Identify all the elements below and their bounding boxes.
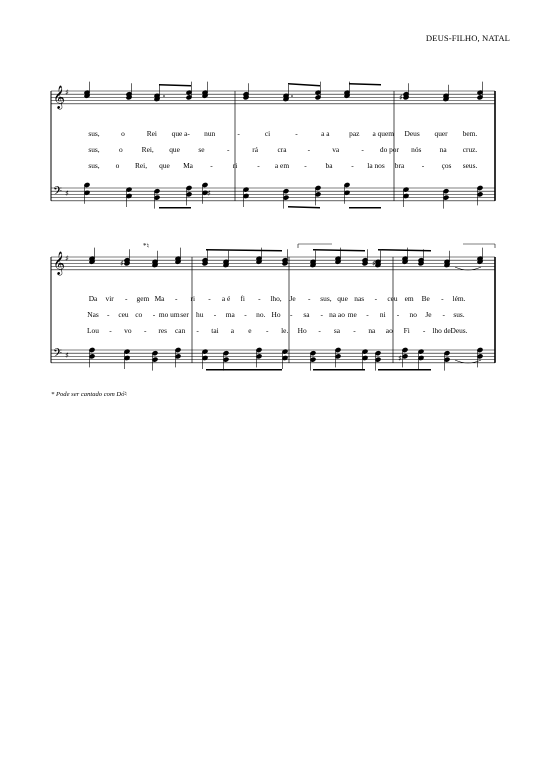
lyric-syllable: - [441, 294, 444, 303]
beam [378, 369, 431, 371]
lyric-syllable: - [208, 294, 211, 303]
beam [313, 249, 365, 252]
sharp-sign: ♯ [398, 354, 402, 363]
lyric-syllable: co [135, 310, 143, 319]
lyric-syllable: - [125, 294, 128, 303]
treble-clef: 𝄞 [53, 84, 65, 109]
lyric-syllable: - [422, 326, 426, 335]
lyric-syllable: lho, [270, 294, 282, 303]
lyric-syllable: Rei, [141, 145, 154, 154]
bass-clef: 𝄢 [53, 185, 63, 201]
lyric-syllable: - [366, 310, 369, 319]
lyric-syllable: que a- [171, 129, 190, 138]
lyric-syllable: bra [394, 161, 405, 170]
key-signature: ♯ [65, 254, 69, 263]
sharp-sign: ♯ [207, 189, 211, 198]
beam [288, 206, 320, 209]
lyric-syllable: ba [325, 161, 333, 170]
lyric-syllable: - [109, 326, 112, 335]
sharp-sign: ♯ [120, 259, 124, 268]
lyric-syllable: fi [240, 294, 245, 303]
lyric-syllable: sus. [453, 310, 465, 319]
lyric-syllable: - [107, 310, 110, 319]
beam [288, 83, 320, 87]
lyric-syllable: na ao [329, 310, 345, 319]
lyric-syllable: Ho [297, 326, 307, 335]
lyric-syllable: ri [190, 294, 196, 303]
lyric-syllable: Lou [87, 326, 99, 335]
lyric-syllable: - [295, 129, 298, 138]
beam [159, 84, 191, 87]
lyric-syllable: ceu [118, 310, 129, 319]
lyric-syllable: - [210, 161, 213, 170]
lyric-syllable: Be [421, 294, 430, 303]
lyric-syllable: ma [225, 310, 235, 319]
lyric-syllable: cra [277, 145, 287, 154]
lyric-syllable: - [318, 326, 321, 335]
lyric-syllable: que [159, 161, 170, 170]
lyric-syllable: na [368, 326, 376, 335]
beam [349, 207, 381, 209]
lyric-syllable: Rei, [134, 161, 148, 170]
lyric-syllable: na [439, 145, 447, 154]
lyric-syllable: a [230, 326, 235, 335]
lyric-syllable: no. [256, 310, 266, 319]
lyric-syllable: e [248, 326, 252, 335]
lyric-syllable: paz [349, 129, 360, 138]
variant-marker: *♮ [143, 242, 150, 250]
lyric-syllable: - [361, 145, 364, 154]
lyric-syllable: ci [264, 129, 271, 138]
page-header: DEUS-FILHO, NATAL [425, 33, 510, 43]
lyric-syllable: - [421, 161, 425, 170]
lyric-syllable: ser [180, 310, 189, 319]
lyric-syllable: - [353, 326, 356, 335]
lyric-syllable: vir [105, 294, 114, 303]
lyric-syllable: - [258, 294, 261, 303]
footnote: * Pode ser cantado com Dó♮ [51, 391, 127, 398]
lyric-syllable: sus, [88, 161, 100, 170]
lyric-syllable: nas [354, 294, 365, 303]
lyric-syllable: va [332, 145, 340, 154]
lyric-syllable: Je [289, 294, 296, 303]
lyric-syllable: - [307, 145, 311, 154]
lyric-syllable: a é [221, 294, 231, 303]
treble-clef: 𝄞 [53, 250, 65, 275]
beam [206, 369, 282, 371]
lyric-syllable: a a [321, 129, 330, 138]
lyric-syllable: ceu [387, 294, 398, 303]
lyric-syllable: - [196, 326, 199, 335]
lyric-syllable: - [144, 326, 147, 335]
lyric-syllable: o [115, 161, 120, 170]
bass-clef: 𝄢 [53, 347, 63, 363]
lyric-syllable: - [290, 310, 293, 319]
lyric-syllable: can [175, 326, 186, 335]
lyric-syllable: rá [252, 145, 259, 154]
lyric-syllable: que [337, 294, 348, 303]
lyric-syllable: lho de [432, 326, 451, 335]
lyric-syllable: Je [425, 310, 432, 319]
lyric-syllable: - [257, 161, 260, 170]
lyric-syllable: Da [88, 294, 98, 303]
sharp-sign: ♯ [399, 93, 403, 102]
beam [159, 207, 191, 209]
lyric-syllable: - [213, 310, 217, 319]
lyric-syllable: - [374, 294, 378, 303]
augmentation-dot [163, 95, 165, 97]
lyric-syllable: a quem [372, 129, 394, 138]
lyric-syllable: hu [196, 310, 204, 319]
lyric-syllable: sus, [320, 294, 332, 303]
lyric-syllable: lém. [452, 294, 466, 303]
lyric-syllable: bem. [462, 129, 478, 138]
lyric-syllable: que [169, 145, 180, 154]
lyric-syllable: Ho [271, 310, 281, 319]
lyric-syllable: la nos [367, 161, 385, 170]
beam [313, 369, 365, 371]
lyric-syllable: - [442, 310, 445, 319]
lyric-syllable: - [320, 310, 323, 319]
lyric-syllable: - [152, 310, 156, 319]
key-signature: ♯ [65, 189, 69, 198]
lyric-syllable: - [396, 310, 400, 319]
key-signature: ♯ [65, 88, 69, 97]
lyric-syllable: - [266, 326, 269, 335]
beam [378, 249, 431, 252]
beam [349, 83, 381, 86]
lyric-syllable: o [121, 129, 125, 138]
lyric-syllable: vo [124, 326, 132, 335]
lyric-syllable: tai [211, 326, 219, 335]
lyric-syllable: le. [281, 326, 289, 335]
lyric-syllable: Nas [87, 310, 99, 319]
lyric-syllable: Rei [146, 129, 157, 138]
lyric-syllable: seus. [462, 161, 478, 170]
lyric-syllable: a em [274, 161, 290, 170]
lyric-syllable: ri [232, 161, 238, 170]
lyric-syllable: nun [204, 129, 216, 138]
lyric-syllable: o [118, 145, 123, 154]
lyric-syllable: - [227, 145, 230, 154]
lyric-syllable: do por [379, 145, 399, 154]
lyric-syllable: nós [411, 145, 422, 154]
lyric-syllable: - [304, 161, 307, 170]
lyric-syllable: sus, [88, 129, 100, 138]
lyric-syllable: ao [385, 326, 393, 335]
lyric-syllable: - [308, 294, 311, 303]
lyric-syllable: Deus [404, 129, 420, 138]
key-signature: ♯ [65, 351, 69, 360]
lyric-syllable: ni [379, 310, 386, 319]
lyric-syllable: - [244, 310, 247, 319]
lyric-syllable: ços [441, 161, 452, 170]
lyric-syllable: - [174, 294, 178, 303]
sharp-sign: ♯ [372, 259, 376, 268]
lyric-syllable: me [347, 310, 357, 319]
lyric-syllable: Ma [183, 161, 193, 170]
lyric-syllable: Deus. [450, 326, 468, 335]
lyric-syllable: - [351, 161, 354, 170]
lyric-syllable: sa [303, 310, 310, 319]
lyric-syllable: se [198, 145, 205, 154]
beam [206, 249, 282, 252]
lyric-syllable: sa [333, 326, 341, 335]
lyric-syllable: Ma [154, 294, 165, 303]
lyric-syllable: quer [434, 129, 448, 138]
lyric-syllable: cruz. [462, 145, 478, 154]
lyric-syllable: mo um [158, 310, 180, 319]
lyric-syllable: no [409, 310, 417, 319]
augmentation-dot [291, 95, 293, 97]
lyric-syllable: gem [136, 294, 150, 303]
lyric-syllable: res [158, 326, 168, 335]
lyric-syllable: Fi [403, 326, 410, 335]
lyric-syllable: - [237, 129, 240, 138]
lyric-syllable: em [404, 294, 414, 303]
lyric-syllable: sus, [88, 145, 100, 154]
